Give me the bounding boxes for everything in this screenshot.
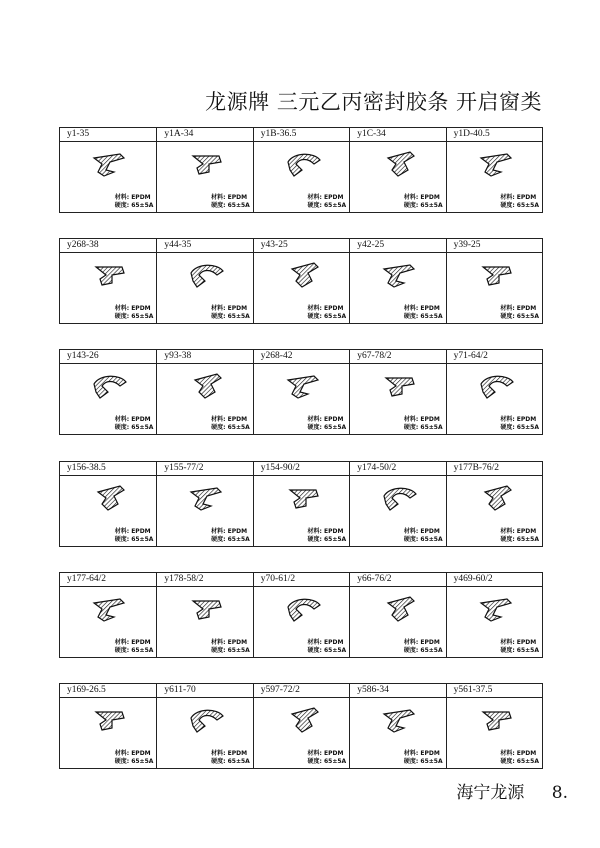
material-spec: 材料: EPDM xyxy=(211,639,248,646)
product-code: y71-64/2 xyxy=(447,350,542,364)
seal-profile-drawing xyxy=(90,704,130,736)
product-code: y70-61/2 xyxy=(254,573,349,587)
hardness-spec: 硬度: 65±5A xyxy=(211,202,250,209)
seal-profile-drawing xyxy=(477,259,517,291)
hardness-spec: 硬度: 65±5A xyxy=(500,647,539,654)
product-code: y177-64/2 xyxy=(60,573,156,587)
product-cell xyxy=(446,684,542,768)
hardness-spec: 硬度: 65±5A xyxy=(500,202,539,209)
profile-shape xyxy=(481,599,511,621)
spec-block xyxy=(211,639,250,655)
spec-block xyxy=(211,528,250,544)
seal-profile-drawing xyxy=(380,704,420,736)
material-spec: 材料: EPDM xyxy=(500,305,537,312)
spec-block xyxy=(500,528,539,544)
product-row xyxy=(59,349,543,435)
profile-shape xyxy=(96,712,124,730)
product-code: y469-60/2 xyxy=(447,573,542,587)
product-code: y39-25 xyxy=(447,239,542,253)
product-code: y1B-36.5 xyxy=(254,128,349,142)
product-row xyxy=(59,683,543,769)
seal-profile-drawing xyxy=(90,370,130,402)
product-cell xyxy=(253,350,349,434)
profile-shape xyxy=(481,154,511,176)
product-code: y169-26.5 xyxy=(60,684,156,698)
seal-profile-drawing xyxy=(477,370,517,402)
product-code: y1D-40.5 xyxy=(447,128,542,142)
product-code: y597-72/2 xyxy=(254,684,349,698)
spec-block xyxy=(404,528,443,544)
hardness-spec: 硬度: 65±5A xyxy=(211,424,250,431)
material-spec: 材料: EPDM xyxy=(211,416,248,423)
material-spec: 材料: EPDM xyxy=(307,639,344,646)
seal-profile-drawing xyxy=(284,370,324,402)
seal-profile-drawing xyxy=(90,593,130,625)
product-code: y1C-34 xyxy=(350,128,445,142)
product-cell xyxy=(253,573,349,657)
spec-block xyxy=(404,305,443,321)
hardness-spec: 硬度: 65±5A xyxy=(403,536,443,543)
spec-block xyxy=(115,639,154,655)
hardness-spec: 硬度: 65±5A xyxy=(211,536,250,543)
product-cell xyxy=(60,573,156,657)
product-row xyxy=(59,572,543,658)
hardness-spec: 硬度: 65±5A xyxy=(500,424,539,431)
hardness-spec: 硬度: 65±5A xyxy=(307,202,347,209)
spec-block xyxy=(308,528,347,544)
hardness-spec: 硬度: 65±5A xyxy=(211,647,250,654)
product-code: y268-38 xyxy=(60,239,156,253)
hardness-spec: 硬度: 65±5A xyxy=(307,536,347,543)
product-code: y586-34 xyxy=(350,684,445,698)
profile-shape xyxy=(94,599,124,621)
product-code: y177B-76/2 xyxy=(447,462,542,476)
spec-block xyxy=(308,639,347,655)
seal-profile-drawing xyxy=(477,148,517,180)
footer xyxy=(456,778,568,803)
material-spec: 材料: EPDM xyxy=(211,194,248,201)
hardness-spec: 硬度: 65±5A xyxy=(403,424,443,431)
seal-profile-drawing xyxy=(284,259,324,291)
profile-shape xyxy=(288,376,318,398)
product-row xyxy=(59,461,543,547)
seal-profile-drawing xyxy=(187,704,227,736)
spec-block xyxy=(211,750,250,766)
product-cell xyxy=(446,128,542,212)
hardness-spec: 硬度: 65±5A xyxy=(403,313,443,320)
product-code: y1-35 xyxy=(60,128,156,142)
hardness-spec: 硬度: 65±5A xyxy=(114,536,154,543)
hardness-spec: 硬度: 65±5A xyxy=(403,202,443,209)
hardness-spec: 硬度: 65±5A xyxy=(114,313,154,320)
material-spec: 材料: EPDM xyxy=(307,305,344,312)
material-spec: 材料: EPDM xyxy=(211,750,248,757)
product-code: y268-42 xyxy=(254,350,349,364)
profile-shape xyxy=(191,488,221,510)
product-cell xyxy=(156,350,252,434)
product-cell xyxy=(446,239,542,323)
product-cell xyxy=(156,462,252,546)
spec-block xyxy=(115,305,154,321)
spec-block xyxy=(500,305,539,321)
profile-shape xyxy=(191,265,223,287)
product-code: y93-38 xyxy=(157,350,252,364)
profile-shape xyxy=(94,154,124,176)
spec-block xyxy=(115,194,154,210)
product-cell xyxy=(60,684,156,768)
material-spec: 材料: EPDM xyxy=(211,528,248,535)
product-code: y66-76/2 xyxy=(350,573,445,587)
product-cell xyxy=(446,573,542,657)
product-cell xyxy=(446,462,542,546)
hardness-spec: 硬度: 65±5A xyxy=(307,647,347,654)
profile-shape xyxy=(481,376,513,398)
product-cell xyxy=(446,350,542,434)
product-cell xyxy=(60,128,156,212)
material-spec: 材料: EPDM xyxy=(114,305,151,312)
product-row xyxy=(59,127,543,213)
material-spec: 材料: EPDM xyxy=(500,639,537,646)
product-code: y67-78/2 xyxy=(350,350,445,364)
product-cell xyxy=(253,684,349,768)
product-cell xyxy=(349,350,445,434)
material-spec: 材料: EPDM xyxy=(211,305,248,312)
product-cell xyxy=(156,239,252,323)
seal-profile-drawing xyxy=(380,482,420,514)
profile-shape xyxy=(384,265,414,287)
seal-profile-drawing xyxy=(284,704,324,736)
profile-shape xyxy=(96,267,124,285)
material-spec: 材料: EPDM xyxy=(500,416,537,423)
material-spec: 材料: EPDM xyxy=(114,528,151,535)
material-spec: 材料: EPDM xyxy=(307,416,344,423)
product-code: y42-25 xyxy=(350,239,445,253)
product-code: y155-77/2 xyxy=(157,462,252,476)
seal-profile-drawing xyxy=(187,593,227,625)
hardness-spec: 硬度: 65±5A xyxy=(403,647,443,654)
material-spec: 材料: EPDM xyxy=(114,416,151,423)
seal-profile-drawing xyxy=(477,704,517,736)
spec-block xyxy=(500,416,539,432)
page-number: 8. xyxy=(551,783,568,803)
product-cell xyxy=(349,684,445,768)
material-spec: 材料: EPDM xyxy=(114,639,151,646)
profile-shape xyxy=(292,263,318,287)
profile-shape xyxy=(384,710,414,732)
spec-block xyxy=(308,194,347,210)
profile-shape xyxy=(290,490,318,508)
spec-block xyxy=(115,416,154,432)
seal-profile-drawing xyxy=(284,593,324,625)
seal-profile-drawing xyxy=(380,593,420,625)
material-spec: 材料: EPDM xyxy=(114,750,151,757)
profile-shape xyxy=(386,378,414,396)
material-spec: 材料: EPDM xyxy=(403,194,440,201)
material-spec: 材料: EPDM xyxy=(307,528,344,535)
profile-shape xyxy=(195,374,221,398)
spec-block xyxy=(308,305,347,321)
spec-block xyxy=(115,750,154,766)
spec-block xyxy=(404,194,443,210)
profile-shape xyxy=(388,152,414,176)
profile-shape xyxy=(288,154,320,176)
spec-block xyxy=(211,194,250,210)
material-spec: 材料: EPDM xyxy=(403,416,440,423)
product-cell xyxy=(60,239,156,323)
seal-profile-drawing xyxy=(187,370,227,402)
spec-block xyxy=(308,416,347,432)
product-code: y143-26 xyxy=(60,350,156,364)
material-spec: 材料: EPDM xyxy=(403,305,440,312)
spec-block xyxy=(211,416,250,432)
product-code: y156-38.5 xyxy=(60,462,156,476)
seal-profile-drawing xyxy=(187,148,227,180)
hardness-spec: 硬度: 65±5A xyxy=(114,758,154,765)
product-cell xyxy=(253,462,349,546)
product-cell xyxy=(60,462,156,546)
spec-block xyxy=(500,194,539,210)
profile-shape xyxy=(388,597,414,621)
footer-company: 海宁龙源 xyxy=(456,783,525,803)
product-cell xyxy=(349,573,445,657)
product-cell xyxy=(156,573,252,657)
product-code: y1A-34 xyxy=(157,128,252,142)
profile-shape xyxy=(483,267,511,285)
product-code: y178-58/2 xyxy=(157,573,252,587)
material-spec: 材料: EPDM xyxy=(500,750,537,757)
material-spec: 材料: EPDM xyxy=(403,528,440,535)
seal-profile-drawing xyxy=(90,259,130,291)
product-cell xyxy=(349,239,445,323)
product-row xyxy=(59,238,543,324)
spec-block xyxy=(115,528,154,544)
profile-shape xyxy=(483,712,511,730)
product-code: y44-35 xyxy=(157,239,252,253)
seal-profile-drawing xyxy=(284,148,324,180)
product-code: y43-25 xyxy=(254,239,349,253)
product-code: y174-50/2 xyxy=(350,462,445,476)
seal-profile-drawing xyxy=(380,259,420,291)
seal-profile-drawing xyxy=(380,370,420,402)
material-spec: 材料: EPDM xyxy=(500,194,537,201)
page-title: 龙源牌 三元乙丙密封胶条 开启窗类 xyxy=(205,90,542,114)
profile-shape xyxy=(193,601,221,619)
spec-block xyxy=(404,639,443,655)
hardness-spec: 硬度: 65±5A xyxy=(211,313,250,320)
spec-block xyxy=(404,416,443,432)
material-spec: 材料: EPDM xyxy=(500,528,537,535)
product-cell xyxy=(253,128,349,212)
spec-block xyxy=(500,750,539,766)
product-code: y561-37.5 xyxy=(447,684,542,698)
profile-shape xyxy=(193,156,221,174)
product-cell xyxy=(253,239,349,323)
seal-profile-drawing xyxy=(380,148,420,180)
profile-shape xyxy=(384,488,416,510)
product-code: y611-70 xyxy=(157,684,252,698)
material-spec: 材料: EPDM xyxy=(307,194,344,201)
product-cell xyxy=(156,684,252,768)
product-cell xyxy=(349,128,445,212)
product-cell xyxy=(156,128,252,212)
hardness-spec: 硬度: 65±5A xyxy=(403,758,443,765)
material-spec: 材料: EPDM xyxy=(114,194,151,201)
profile-shape xyxy=(485,486,511,510)
product-cell xyxy=(349,462,445,546)
seal-profile-drawing xyxy=(90,482,130,514)
material-spec: 材料: EPDM xyxy=(403,639,440,646)
seal-profile-drawing xyxy=(477,482,517,514)
material-spec: 材料: EPDM xyxy=(403,750,440,757)
seal-profile-drawing xyxy=(187,482,227,514)
hardness-spec: 硬度: 65±5A xyxy=(500,758,539,765)
hardness-spec: 硬度: 65±5A xyxy=(114,202,154,209)
hardness-spec: 硬度: 65±5A xyxy=(500,536,539,543)
spec-block xyxy=(211,305,250,321)
material-spec: 材料: EPDM xyxy=(307,750,344,757)
seal-profile-drawing xyxy=(187,259,227,291)
hardness-spec: 硬度: 65±5A xyxy=(307,758,347,765)
product-cell xyxy=(60,350,156,434)
profile-shape xyxy=(191,710,223,732)
seal-profile-drawing xyxy=(284,482,324,514)
spec-block xyxy=(308,750,347,766)
spec-block xyxy=(404,750,443,766)
profile-shape xyxy=(292,708,318,732)
hardness-spec: 硬度: 65±5A xyxy=(114,424,154,431)
spec-block xyxy=(500,639,539,655)
hardness-spec: 硬度: 65±5A xyxy=(307,424,347,431)
hardness-spec: 硬度: 65±5A xyxy=(307,313,347,320)
seal-profile-drawing xyxy=(90,148,130,180)
seal-profile-drawing xyxy=(477,593,517,625)
hardness-spec: 硬度: 65±5A xyxy=(500,313,539,320)
profile-shape xyxy=(94,376,126,398)
profile-shape xyxy=(98,486,124,510)
hardness-spec: 硬度: 65±5A xyxy=(114,647,154,654)
hardness-spec: 硬度: 65±5A xyxy=(211,758,250,765)
profile-shape xyxy=(288,599,320,621)
product-code: y154-90/2 xyxy=(254,462,349,476)
